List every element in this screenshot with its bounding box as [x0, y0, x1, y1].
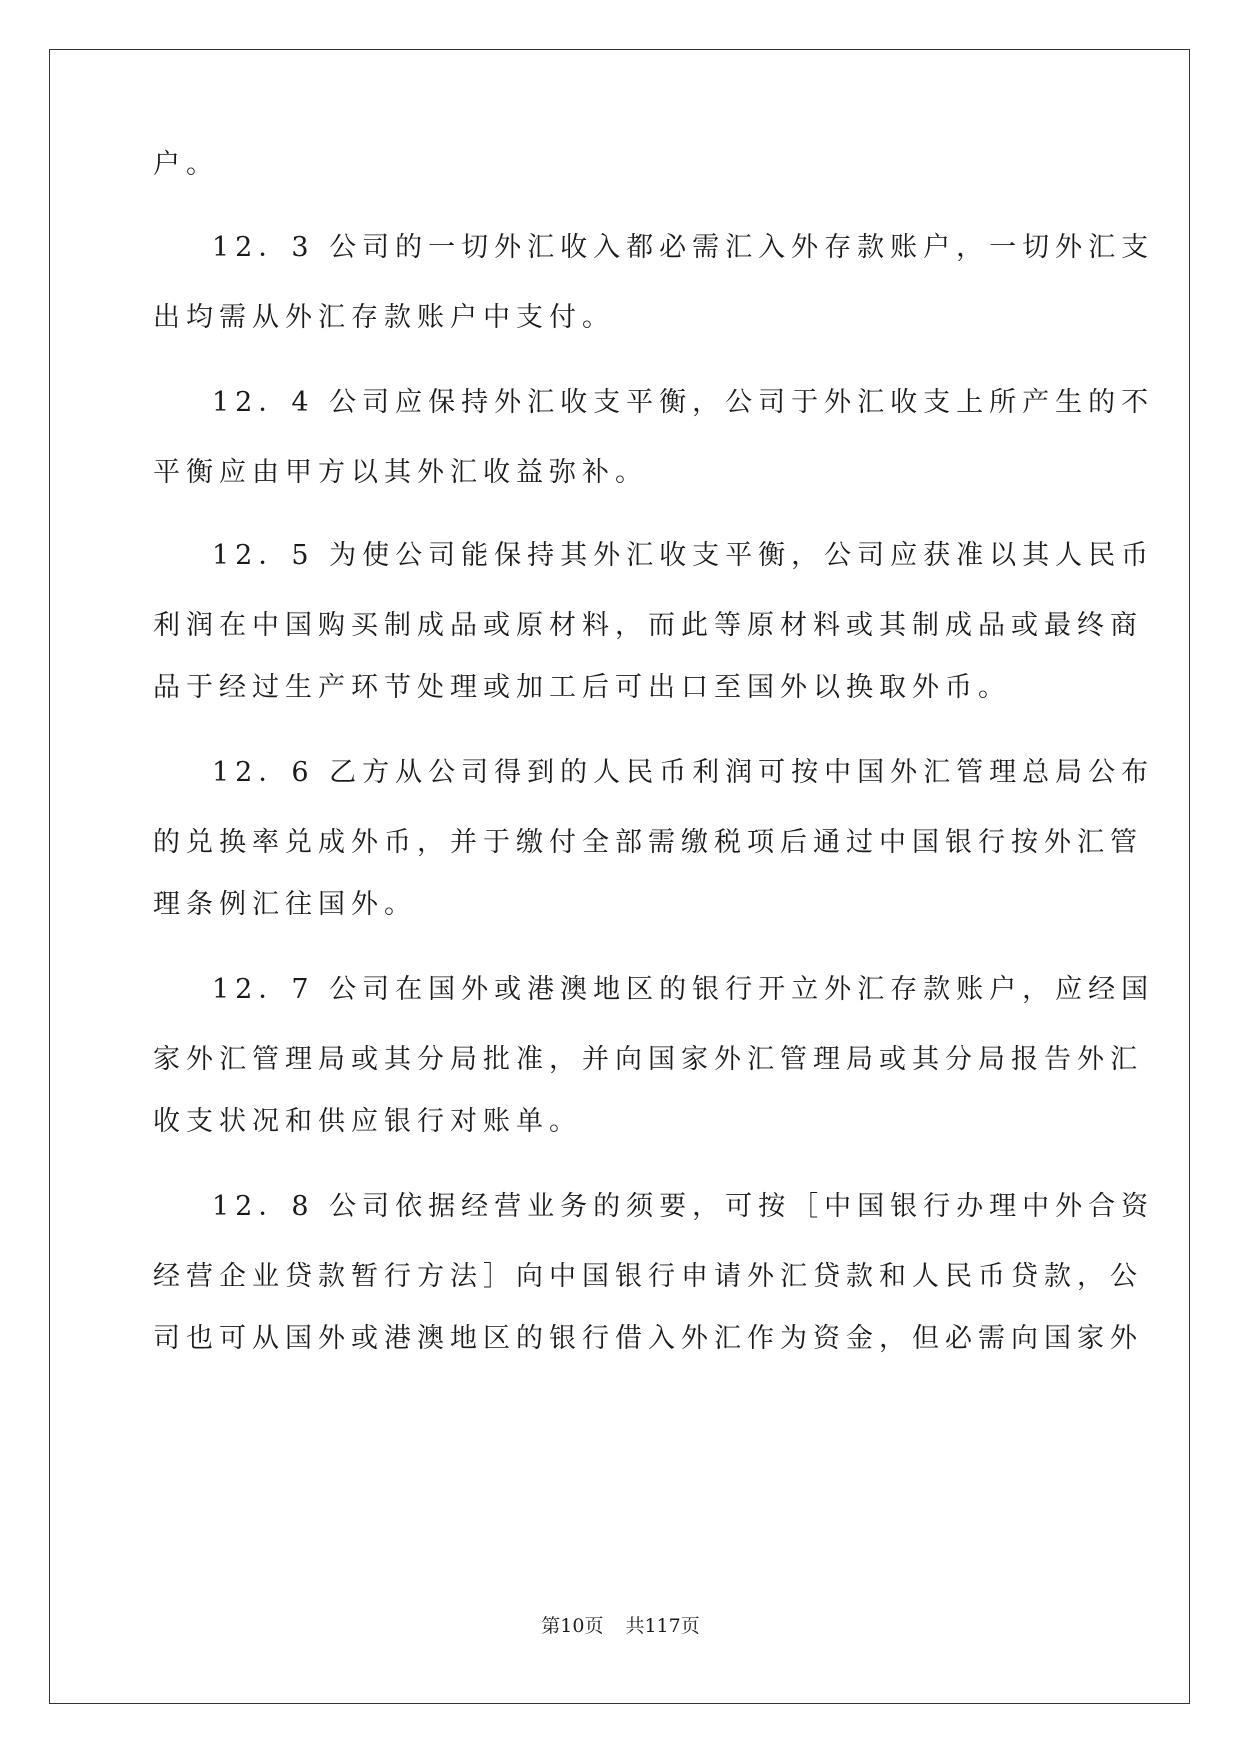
- text-line: 12．4 公司应保持外汇收支平衡，公司于外汇收支上所产生的不: [212, 387, 1155, 418]
- text-line: 12．8 公司依据经营业务的须要，可按［中国银行办理中外合资: [212, 1191, 1155, 1222]
- page-total: 共117页: [625, 1615, 700, 1637]
- text-line: 司也可从国外或港澳地区的银行借入外汇作为资金，但必需向国家外: [153, 1323, 1143, 1354]
- text-line: 12．6 乙方从公司得到的人民币利润可按中国外汇管理总局公布: [212, 757, 1155, 788]
- text-line: 利润在中国购买制成品或原材料，而此等原材料或其制成品或最终商: [153, 610, 1143, 641]
- text-line: 出均需从外汇存款账户中支付。: [153, 302, 615, 333]
- text-line: 户。: [153, 149, 219, 180]
- text-line: 经营企业贷款暂行方法］向中国银行申请外汇贷款和人民币贷款，公: [153, 1261, 1143, 1292]
- page-footer: [0, 1612, 1241, 1640]
- page-number: 第10页: [541, 1615, 604, 1637]
- text-line: 家外汇管理局或其分局批准，并向国家外汇管理局或其分局报告外汇: [153, 1044, 1143, 1075]
- text-line: 平衡应由甲方以其外汇收益弥补。: [153, 457, 648, 488]
- text-line: 12．3 公司的一切外汇收入都必需汇入外存款账户，一切外汇支: [212, 232, 1155, 263]
- text-line: 的兑换率兑成外币，并于缴付全部需缴税项后通过中国银行按外汇管: [153, 827, 1143, 858]
- text-line: 收支状况和供应银行对账单。: [153, 1106, 582, 1137]
- text-line: 品于经过生产环节处理或加工后可出口至国外以换取外币。: [153, 672, 1011, 703]
- text-line: 理条例汇往国外。: [153, 889, 417, 920]
- text-line: 12．7 公司在国外或港澳地区的银行开立外汇存款账户，应经国: [212, 974, 1155, 1005]
- text-line: 12．5 为使公司能保持其外汇收支平衡，公司应获准以其人民币: [212, 540, 1155, 571]
